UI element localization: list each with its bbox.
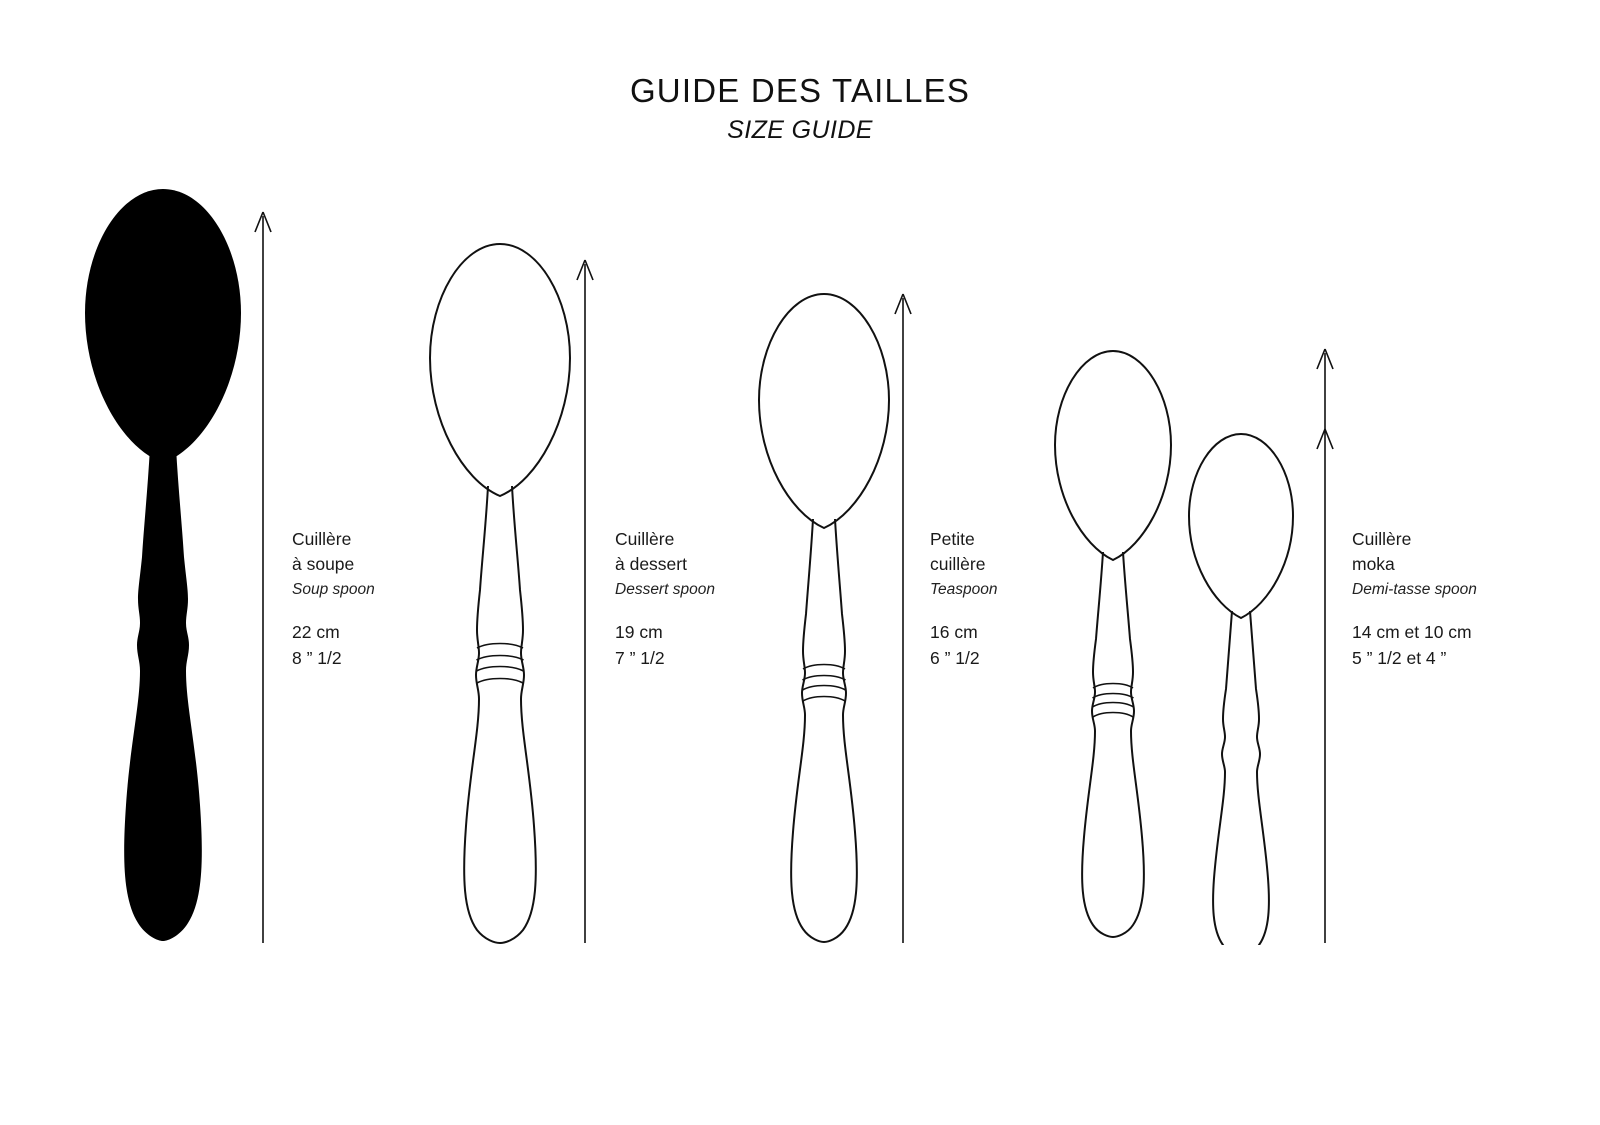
spoon-teaspoon (752, 290, 897, 945)
label-name-en: Demi-tasse spoon (1352, 580, 1477, 598)
label-name-fr-1: Cuillère (615, 529, 675, 549)
label-size-metric: 14 cm et 10 cm (1352, 622, 1472, 643)
measure-arrow-demitasse (1312, 347, 1338, 945)
label-name-fr-1: Cuillère (1352, 529, 1412, 549)
label-name-fr-1: Petite (930, 529, 975, 549)
measure-arrow-dessert (572, 258, 598, 945)
label-dimensions (292, 620, 375, 671)
label-size-imperial: 8 ” 1/2 (292, 647, 342, 668)
label-name-en: Dessert spoon (615, 580, 715, 598)
spoon-soup (78, 185, 248, 945)
label-size-metric: 22 cm (292, 622, 340, 643)
measure-arrow-teaspoon (890, 292, 916, 945)
caption-soup-spoon (292, 527, 375, 671)
label-name-fr-2: moka (1352, 554, 1395, 575)
label-size-imperial: 5 ” 1/2 et 4 ” (1352, 647, 1447, 668)
measure-arrow-soup (250, 210, 276, 945)
label-name-fr-1: Cuillère (292, 529, 352, 549)
label-name-en: Soup spoon (292, 580, 375, 598)
caption-demitasse-spoon (1352, 527, 1477, 671)
caption-teaspoon (930, 527, 998, 671)
label-dimensions (615, 620, 715, 671)
title-english: SIZE GUIDE (727, 115, 873, 144)
spoon-dessert (420, 240, 580, 945)
page-title (0, 72, 1600, 145)
label-name-fr-2: à dessert (615, 554, 687, 575)
label-size-imperial: 7 ” 1/2 (615, 647, 665, 668)
label-dimensions (930, 620, 998, 671)
caption-dessert-spoon (615, 527, 715, 671)
label-name-en: Teaspoon (930, 580, 998, 598)
label-size-imperial: 6 ” 1/2 (930, 647, 980, 668)
spoon-demitasse-large (1048, 347, 1178, 945)
label-name-fr-2: cuillère (930, 554, 986, 575)
label-dimensions (1352, 620, 1477, 671)
label-name-fr-2: à soupe (292, 554, 355, 575)
label-size-metric: 19 cm (615, 622, 663, 643)
title-french: GUIDE DES TAILLES (629, 72, 971, 109)
spoon-demitasse-small (1182, 430, 1300, 945)
label-size-metric: 16 cm (930, 622, 978, 643)
